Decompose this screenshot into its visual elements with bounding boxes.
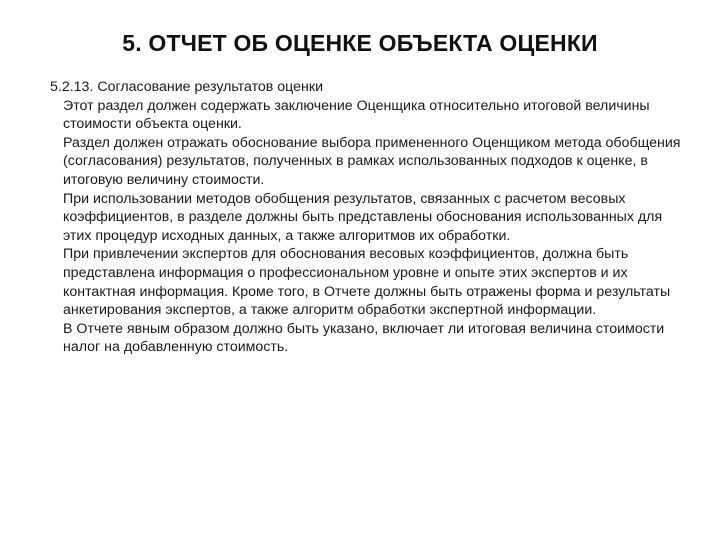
paragraph-weighting-coefficients: При использовании методов обобщения результатов, связанных с расчетом весовых коэффициентов, в разделе должны быть представлены обоснования использованных для этих процедур исходных данных, а также алгоритмов их обработки. [63,190,663,244]
paragraph-experts: При привлечении экспертов для обоснования весовых коэффициентов, должна быть представлена информация о профессиональном уровне и опыте этих экспертов и их контактная информация. Кроме того, в Отчете должны быть отражены форма и результаты анкетирования экспертов, а также алгоритм обработки экспертной информации. [63,246,671,319]
slide-content [50,78,690,357]
section-heading: 5.2.13. Согласование результатов оценки [50,79,323,95]
slide-title: 5. ОТЧЕТ ОБ ОЦЕНКЕ ОБЪЕКТА ОЦЕНКИ [122,30,598,56]
paragraph-method-justification: Раздел должен отражать обоснование выбора примененного Оценщиком метода обобщения (согласования) результатов, полученных в рамках использованных подходов к оценке, в итоговую величину стоимости. [63,134,681,188]
paragraph-vat: В Отчете явным образом должно быть указано, включает ли итоговая величина стоимости налог на добавленную стоимость. [63,320,665,356]
paragraph-conclusion: Этот раздел должен содержать заключение Оценщика относительно итоговой величины стоимости объекта оценки. [63,97,650,133]
